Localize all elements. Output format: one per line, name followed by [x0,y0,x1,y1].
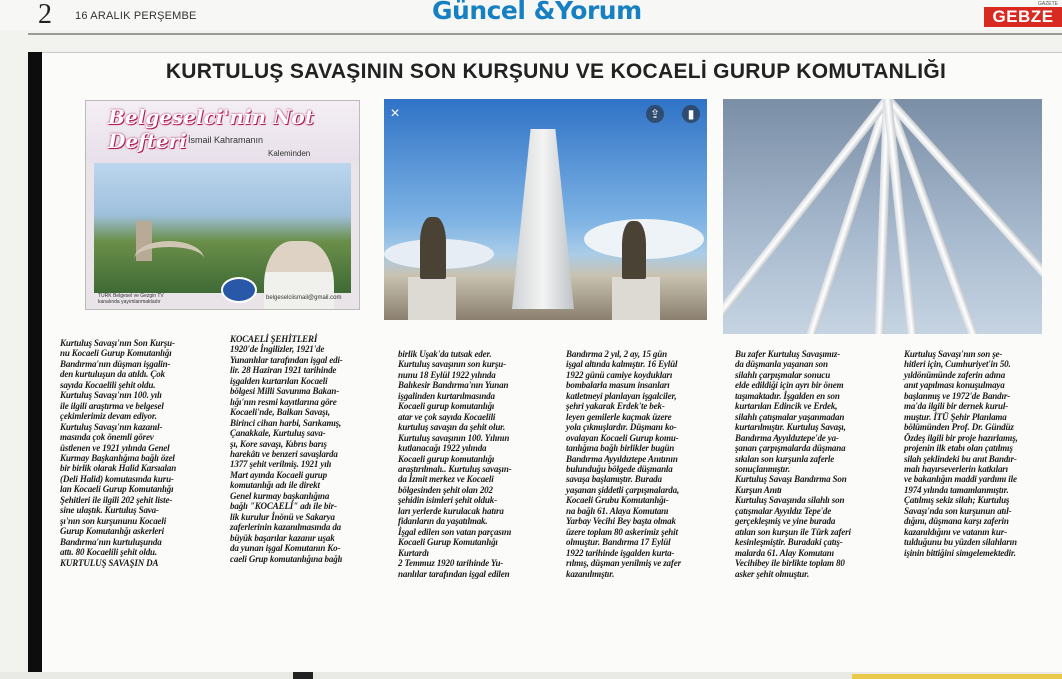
article-headline: KURTULUŞ SAVAŞININ SON KURŞUNU VE KOCAELİ GURUP KOMUTANLIĞI [165,60,947,83]
section-title: Güncel &Yorum [432,0,642,25]
monument-beam [723,99,891,334]
channel-badge [221,277,257,303]
statue-pedestal-right [612,277,660,320]
monument-obelisk [512,129,574,309]
column-title: Belgeselci'nin Not Defteri [108,105,314,153]
logo-small-text: GAZETE [1037,1,1058,7]
article-column-5: Bu zafer Kurtuluş Savaşımız- da düşmanla yaşanan son silahlı çarpışmalar sonucu elde edildiği için ayrı bir önem taşımaktadır. İşgalden en son kurtarılan Edincik ve Erdek, silahlı çatışmalar yaşanmadan kurtarılmıştır. Kurtuluş Savaşı, Bandırma Ayyıldıztepe'de ya- şanan çarpışmalarda düşmana sıkılan son kurşunla zaferle sonuçlanmıştır. Kurtuluş Savaşı Bandırma Son Kurşun Anıtı Kurtuluş Savaşında silahlı son çatışmalar Ayyıldız Tepe'de gerçekleşmiş ve yine burada atılan son kurşun ile Türk zaferi kesinleşmiştir. Buradaki çatış- malarda 61. Alay Komutanı Vecihibey ile birlikte toplam 80 asker şehit olmuştur. [735,349,851,579]
left-accent-bar [28,52,42,672]
issue-date: 16 ARALIK PERŞEMBE [75,10,197,22]
column-author: İsmail Kahramanın [188,135,264,145]
article-column-6: Kurtuluş Savaşı'nın son şe- hitleri için, Cumhuriyet'in 50. yıldönümünde zaferin adına anıt yapılması konuşulmaya başlanmış ve 1972'de Bandır- ma'da ilgili bir dernek kurul- muştur. İTÜ Şehir Planlama bölümünden Prof. Dr. Gündüz Özdeş ilgili bir proje hazırlamış, projenin ilk etabı olan çatılmış silah şeklindeki bu anıt Bandır- malı hayırseverlerin katkıları ve bakanlığın maddi yardımı ile 1974 yılında tamamlanmıştır. Çatılmış sekiz silah; Kurtuluş Savaşı'nda son kurşunun atıl- dığını, düşmana karşı zaferin kazanıldığını ve vatanın kur- tulduğunu bu yüzden silahların işinin bittiğini simgelemektedir. [904,349,1018,558]
article-column-1: Kurtuluş Savaşı'nın Son Kurşu- nu Kocaeli Gurup Komutanlığı Bandırma'nın düşman işgalin- den kurtuluşun da atıldı. Çok sayıda Kocaelili şehit oldu. Kurtuluş Savaşı'nın 100. yılı ile ilgili araştırma ve belgesel çekimlerimiz devam ediyor. Kurtuluş Savaşı'nın kazanıl- masında çok önemli görev üstlenen ve 1921 yılında Genel Kurmay Başkanlığına bağlı özel bir birlik olarak Halid Karsıalan (Deli Halid) komutasında kuru- lan Kocaeli Gurup Komutanlığı Şehitleri ile ilgili 202 şehit liste- sine ulaştık. Kurtuluş Sava- şı'nın son kurşununu Kocaeli Gurup Komutanlığı askerleri Bandırma'nın kurtuluşunda attı. 80 Kocaelili şehit oldu. KURTULUŞ SAVAŞIN DA [60,338,177,568]
photo-bridge [134,241,204,277]
columnist-banner-image [85,100,360,310]
page-header [0,0,1062,30]
statue-left [420,217,446,279]
close-icon[interactable]: × [390,105,400,122]
statue-right [622,221,646,279]
share-icon[interactable]: ⇪ [646,105,664,123]
bottom-marker [293,672,313,679]
bookmark-icon[interactable]: ▮ [682,105,700,123]
crossed-rifles-monument-photo [723,99,1042,334]
monument-photo [384,99,707,320]
newspaper-logo [984,1,1062,28]
article-column-4: Bandırma 2 yıl, 2 ay, 15 gün işgal altında kalmıştır. 16 Eylül 1922 günü camiye koydukları bombalarla masum insanları katletmeyi planlayan işgalciler, şehri yakarak Erdek'te bek- leyen gemilerle kaçmak üzere yola çıkmışlardır. Düşmanı ko- ovalayan Kocaeli Gurup komu- tanlığına bağlı birlikler bugün Bandırma Ayyıldıztepe Anıtının bulunduğu bölgede düşmanla savaşa başlamıştır. Burada yaşanan şiddetli çarpışmalarda, Kocaeli Grubu Komutanlığı- na bağlı 61. Alaya Komutanı Yarbay Vecihi Bey başta olmak üzere toplam 80 askerimiz şehit olmuştur. Bandırma 17 Eylül 1922 tarihinde işgalden kurta- rılmış, düşman yenilmiş ve zafer kazanılmıştır. [566,349,681,579]
header-rule [28,33,1062,35]
article-column-2: KOCAELİ ŞEHİTLERİ 1920'de İngilizler, 1921'de Yunanlılar tarafından işgal edi- lir. 28 Haziran 1921 tarihinde işgalden kurtarılan Kocaeli bölgesi Milli Savunma Bakan- lığı'nın resmi kayıtlarına göre Kocaeli'nde, Balkan Savaşı, Birinci cihan harbi, Sarıkamış, Çanakkale, Kurtuluş sava- şı, Kore savaşı, Kıbrıs barış harekâtı ve benzeri savaşlarda 1377 şehit verilmiş. 1921 yılı Mart ayında Kocaeli gurup komutanlığı adı ile direkt Genel kurmay başkanlığına bağlı "KOCAELİ" adı ile bir- lik kurulur İnönü ve Sakarya zaferlerinin kazanılmasında da büyük başarılar kazanır uşak da yunan işgal Komutanın Ko- caeli Grup komutanlığına bağlı [230,334,343,564]
bridge-photo [94,163,351,293]
statue-pedestal-left [408,277,456,320]
banner-caption: TÜRK Belgesel ve Gezgin TV kanalında yayımlanmaktadır [98,293,164,305]
page-number: 2 [38,0,52,30]
article-column-3: birlik Uşak'da tutsak eder. Kurtuluş savaşının son kurşu- nunu 18 Eylül 1922 yılında Balıkesir Bandırma'nın Yunan işgalinden kurtarılmasında Kocaeli gurup komutanlığı atar ve çok sayıda Kocaelili kurtuluş savaşın da şehit olur. Kurtuluş savaşının 100. Yılının kutlanacağı 1922 yılında Kocaeli gurup komutanlığı araştırılmalı.. Kurtuluş savaşın- da İzmit merkez ve Kocaeli bölgesinden şehit olan 202 şehidin isimleri şehit olduk- ları yerlerde kurulacak hatıra fidanların da yaşatılmak. İşgal edilen son vatan parçasını Kocaeli Gurup Komutanlığı Kurtardı 2 Temmuz 1920 tarihinde Yu- nanlılar tarafından işgal edilen [398,349,512,579]
logo-wordmark: GEBZE [984,7,1062,27]
bottom-yellow-bar [852,674,1062,679]
author-email: belgeselciismail@gmail.com [266,295,342,301]
column-author-suffix: Kaleminden [268,149,311,158]
